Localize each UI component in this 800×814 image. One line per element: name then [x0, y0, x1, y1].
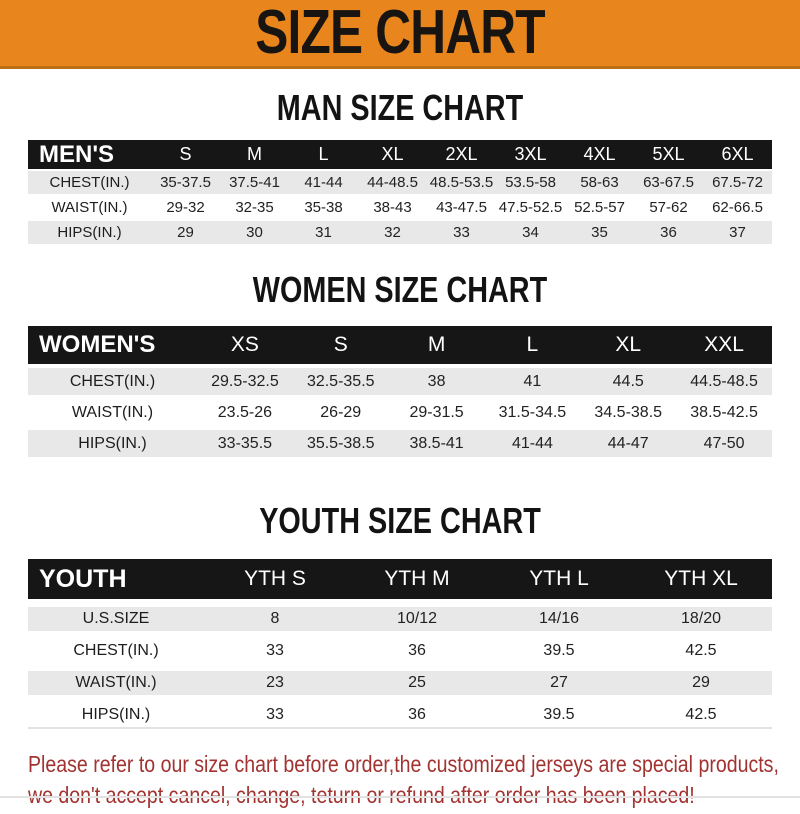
youth-section-heading	[0, 500, 800, 541]
size-value-cell: 37.5-41	[220, 171, 289, 194]
size-column-header: M	[389, 326, 485, 364]
footer-note-line1-text: Please refer to our size chart before order,the customized jerseys are special products,	[28, 751, 779, 777]
size-value-cell: 63-67.5	[634, 171, 703, 194]
size-column-header: 5XL	[634, 140, 703, 169]
size-value-cell: 23.5-26	[197, 399, 293, 426]
footer-note	[28, 749, 800, 811]
size-column-header: 2XL	[427, 140, 496, 169]
size-column-header: S	[151, 140, 220, 169]
size-value-cell: 47-50	[676, 430, 772, 457]
measurement-row-label: HIPS(IN.)	[28, 703, 204, 729]
size-column-header: XL	[580, 326, 676, 364]
size-value-cell: 35-37.5	[151, 171, 220, 194]
bottom-divider	[0, 796, 800, 798]
measurement-row-label: HIPS(IN.)	[28, 430, 197, 457]
size-value-cell: 33-35.5	[197, 430, 293, 457]
size-value-cell: 41	[484, 368, 580, 395]
footer-note-line1	[28, 749, 800, 780]
size-value-cell: 29-32	[151, 196, 220, 219]
size-value-cell: 32	[358, 221, 427, 244]
women-size-table	[28, 322, 772, 461]
men-section-heading	[0, 87, 800, 128]
size-value-cell: 31.5-34.5	[484, 399, 580, 426]
measurement-row-label: WAIST(IN.)	[28, 399, 197, 426]
table-row	[28, 430, 772, 457]
size-value-cell: 32.5-35.5	[293, 368, 389, 395]
size-value-cell: 35.5-38.5	[293, 430, 389, 457]
size-value-cell: 38.5-41	[389, 430, 485, 457]
size-column-header: XL	[358, 140, 427, 169]
size-value-cell: 44.5-48.5	[676, 368, 772, 395]
youth-section-heading-text: YOUTH SIZE CHART	[259, 500, 541, 541]
size-column-header: YTH S	[204, 559, 346, 599]
size-value-cell: 58-63	[565, 171, 634, 194]
size-column-header: XXL	[676, 326, 772, 364]
size-value-cell: 36	[346, 639, 488, 663]
size-value-cell: 33	[204, 639, 346, 663]
size-value-cell: 29-31.5	[389, 399, 485, 426]
size-value-cell: 53.5-58	[496, 171, 565, 194]
men-size-table	[28, 138, 772, 246]
size-column-header: L	[484, 326, 580, 364]
size-value-cell: 25	[346, 671, 488, 695]
size-value-cell: 33	[204, 703, 346, 729]
measurement-row-label: WAIST(IN.)	[28, 196, 151, 219]
size-value-cell: 18/20	[630, 607, 772, 631]
size-value-cell: 41-44	[289, 171, 358, 194]
size-value-cell: 35	[565, 221, 634, 244]
size-value-cell: 38-43	[358, 196, 427, 219]
size-value-cell: 39.5	[488, 703, 630, 729]
size-value-cell: 8	[204, 607, 346, 631]
size-value-cell: 41-44	[484, 430, 580, 457]
table-row	[28, 368, 772, 395]
size-value-cell: 38	[389, 368, 485, 395]
size-value-cell: 10/12	[346, 607, 488, 631]
size-value-cell: 29	[630, 671, 772, 695]
size-value-cell: 67.5-72	[703, 171, 772, 194]
women-section-heading-text: WOMEN SIZE CHART	[252, 269, 548, 310]
size-column-header: 4XL	[565, 140, 634, 169]
size-value-cell: 26-29	[293, 399, 389, 426]
measurement-row-label: HIPS(IN.)	[28, 221, 151, 244]
table-group-label: WOMEN'S	[28, 326, 197, 364]
footer-note-line2-text: we don't accept cancel, change, teturn or refund after order has been placed!	[28, 782, 695, 808]
size-value-cell: 27	[488, 671, 630, 695]
size-column-header: YTH L	[488, 559, 630, 599]
measurement-row-label: U.S.SIZE	[28, 607, 204, 631]
youth-size-table	[28, 551, 772, 737]
table-header-row	[28, 559, 772, 599]
size-value-cell: 39.5	[488, 639, 630, 663]
size-chart-banner	[0, 0, 800, 69]
size-value-cell: 36	[346, 703, 488, 729]
size-value-cell: 47.5-52.5	[496, 196, 565, 219]
men-section-heading-text: MAN SIZE CHART	[276, 87, 524, 128]
table-header-row	[28, 140, 772, 169]
size-column-header: YTH M	[346, 559, 488, 599]
size-value-cell: 42.5	[630, 639, 772, 663]
size-value-cell: 34	[496, 221, 565, 244]
size-value-cell: 32-35	[220, 196, 289, 219]
size-value-cell: 29	[151, 221, 220, 244]
size-column-header: L	[289, 140, 358, 169]
measurement-row-label: WAIST(IN.)	[28, 671, 204, 695]
table-row	[28, 639, 772, 663]
size-value-cell: 44-47	[580, 430, 676, 457]
size-column-header: XS	[197, 326, 293, 364]
size-value-cell: 23	[204, 671, 346, 695]
table-row	[28, 607, 772, 631]
table-row	[28, 221, 772, 244]
size-value-cell: 52.5-57	[565, 196, 634, 219]
size-value-cell: 35-38	[289, 196, 358, 219]
table-header-row	[28, 326, 772, 364]
table-row	[28, 171, 772, 194]
size-value-cell: 33	[427, 221, 496, 244]
size-value-cell: 36	[634, 221, 703, 244]
women-section-heading	[0, 269, 800, 310]
size-value-cell: 30	[220, 221, 289, 244]
size-value-cell: 44-48.5	[358, 171, 427, 194]
size-value-cell: 14/16	[488, 607, 630, 631]
measurement-row-label: CHEST(IN.)	[28, 639, 204, 663]
size-column-header: 3XL	[496, 140, 565, 169]
size-value-cell: 37	[703, 221, 772, 244]
size-value-cell: 48.5-53.5	[427, 171, 496, 194]
size-value-cell: 38.5-42.5	[676, 399, 772, 426]
measurement-row-label: CHEST(IN.)	[28, 368, 197, 395]
page-title: SIZE CHART	[255, 0, 545, 67]
size-value-cell: 31	[289, 221, 358, 244]
table-row	[28, 703, 772, 729]
size-column-header: M	[220, 140, 289, 169]
size-value-cell: 62-66.5	[703, 196, 772, 219]
size-value-cell: 29.5-32.5	[197, 368, 293, 395]
table-row	[28, 196, 772, 219]
table-group-label: YOUTH	[28, 559, 204, 599]
size-value-cell: 44.5	[580, 368, 676, 395]
measurement-row-label: CHEST(IN.)	[28, 171, 151, 194]
size-column-header: S	[293, 326, 389, 364]
table-row	[28, 399, 772, 426]
size-value-cell: 42.5	[630, 703, 772, 729]
size-value-cell: 34.5-38.5	[580, 399, 676, 426]
size-value-cell: 43-47.5	[427, 196, 496, 219]
table-group-label: MEN'S	[28, 140, 151, 169]
table-row	[28, 671, 772, 695]
size-value-cell: 57-62	[634, 196, 703, 219]
size-column-header: 6XL	[703, 140, 772, 169]
size-column-header: YTH XL	[630, 559, 772, 599]
